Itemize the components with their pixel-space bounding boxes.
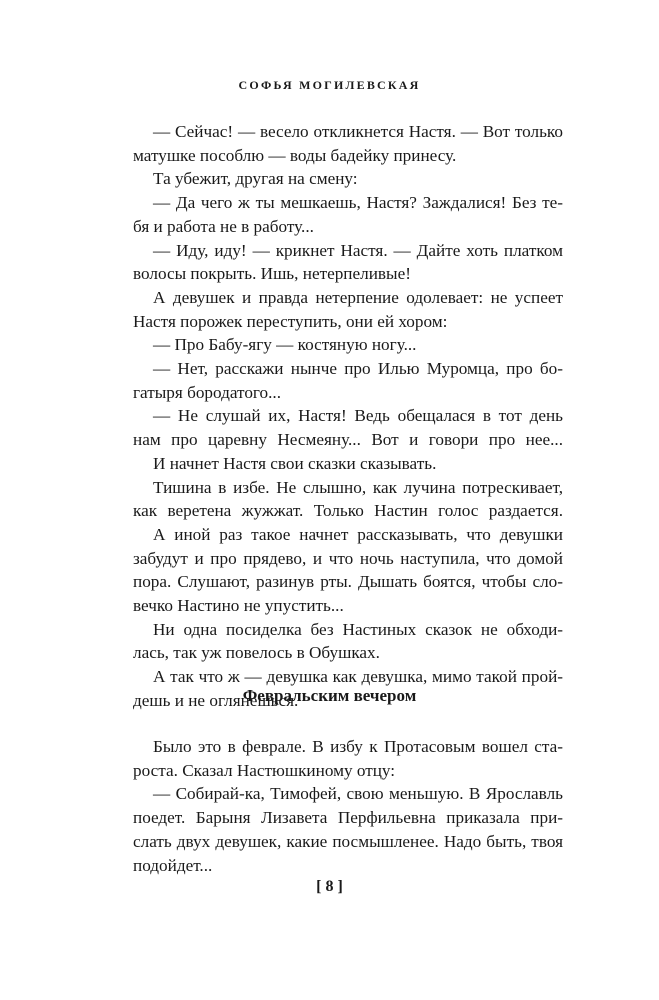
text-line: лась, так уж повелось в Обушках. [133,643,380,663]
text-line: подойдет... [133,855,213,875]
text-line: пора. Слушают, разинув рты. Дышать боятся, чтобы сло- [133,572,563,592]
text-line: поедет. Барыня Лизавета Перфильевна приказала при- [133,808,563,828]
text-line: — Нет, расскажи нынче про Илью Муромца, про бо- [153,359,563,379]
text-line: слать двух девушек, какие посмышленее. Надо быть, твоя [133,831,563,851]
text-line: роста. Сказал Настюшкиному отцу: [133,760,396,780]
text-line: Ни одна посиделка без Настиных сказок не обходи- [153,619,563,639]
section-title: Февральским вечером [242,686,417,705]
text-line: дешь и не оглянешься. [133,690,299,710]
text-line: Было это в феврале. В избу к Протасовым вошел ста- [153,737,563,756]
text-line: — Иду, иду! — крикнет Настя. — Дайте хоть платком [153,240,563,260]
text-line: А девушек и правда нетерпение одолевает: не успеет [153,287,563,307]
text-line: как веретена жужжат. Только Настин голос раздается. [133,501,563,521]
text-line: И начнет Настя свои сказки сказывать. [153,453,437,473]
body-text [133,120,563,713]
text-line: А так что ж — девушка как девушка, мимо такой прой- [153,667,563,687]
text-line: — Да чего ж ты мешкаешь, Настя? Заждалися! Без те- [153,193,563,213]
text-line: Тишина в избе. Не слышно, как лучина потрескивает, [153,477,563,497]
text-line: вечко Настино не упустить... [133,596,344,616]
text-line: — Собирай-ка, Тимофей, свою меньшую. В Ярославль [153,784,563,804]
text-line: — Не слушай их, Настя! Ведь обещалася в тот день [153,406,563,426]
running-header: СОФЬЯ МОГИЛЕВСКАЯ [238,78,421,92]
section-body-text [133,735,563,877]
text-line: Та убежит, другая на смену: [153,169,358,189]
text-line: нам про царевну Несмеяну... Вот и говори про нее... [133,430,563,450]
text-line: — Про Бабу-ягу — костяную ногу... [153,335,417,355]
text-line: гатыря бородатого... [133,382,282,402]
text-line: бя и работа не в работу... [133,216,314,236]
text-line: матушке пособлю — воды бадейку принесу. [133,145,457,165]
text-line: Настя порожек переступить, они ей хором: [133,311,448,331]
text-line: А иной раз такое начнет рассказывать, что девушки [153,524,563,544]
text-line: забудут и про прядево, и что ночь наступила, что домой [133,548,563,568]
text-line: — Сейчас! — весело откликнется Настя. — Вот только [153,122,563,141]
page-number: [ 8 ] [316,878,343,895]
text-line: волосы покрыть. Ишь, нетерпеливые! [133,264,411,284]
